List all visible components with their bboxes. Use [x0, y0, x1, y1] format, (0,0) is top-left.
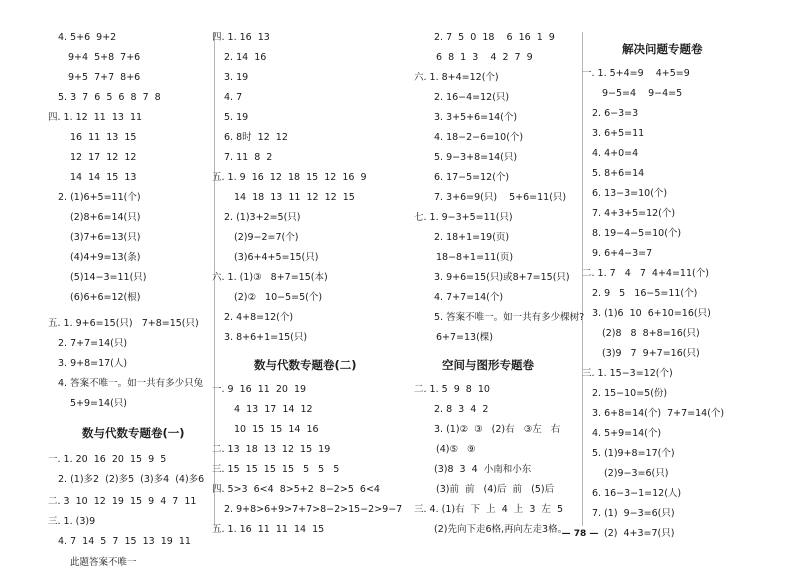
answer-line: 4 13 17 14 12: [234, 404, 313, 415]
answer-line: (2)② 10−5=5(个): [234, 292, 323, 303]
answer-line: 14 18 13 11 12 12 15: [234, 192, 355, 203]
answer-line: 2. 4+8=12(个): [224, 312, 294, 323]
answer-line: 2. 14 16: [224, 52, 267, 63]
section-heading: 空间与图形专题卷: [442, 358, 534, 372]
answer-line: 2. (1)3+2=5(只): [224, 212, 301, 223]
answer-line: 9. 6+4−3=7: [592, 248, 653, 259]
answer-line: (3)9 7 9+7=16(只): [602, 348, 700, 359]
answer-line: (3)8 3 4 小南和小东: [434, 464, 532, 475]
answer-line: 2. 18+1=19(页): [434, 232, 510, 243]
answer-line: 三. 4. (1)右 下 上 4 上 3 左 5: [414, 504, 563, 515]
answer-line: 一. 1. 5+4=9 4+5=9: [582, 68, 690, 79]
answer-line: 7. 4+3+5=12(个): [592, 208, 676, 219]
answer-line: (6)6+6=12(根): [70, 292, 141, 303]
answer-line: 四. 5>3 6<4 8>5+2 8−2>5 6<4: [212, 484, 380, 495]
answer-line: 3. 19: [224, 72, 249, 83]
answer-line: (4)4+9=13(条): [70, 252, 141, 263]
answer-line: 二. 3 10 12 19 15 9 4 7 11: [48, 496, 197, 507]
answer-line: (2) 4+3=7(只): [604, 528, 675, 539]
answer-line: (3)前 前 (4)后 前 (5)后: [436, 484, 555, 495]
answer-line: 6+7=13(棵): [436, 332, 494, 343]
answer-line: 7. 3+6=9(只) 5+6=11(只): [434, 192, 567, 203]
answer-line: 五. 1. 16 11 11 14 15: [212, 524, 325, 535]
answer-line: 5. 3 7 6 5 6 8 7 8: [58, 92, 161, 103]
answer-line: 8. 19−4−5=10(个): [592, 228, 682, 239]
answer-line: 2. 8 3 4 2: [434, 404, 489, 415]
answer-line: 3. 3+5+6=14(个): [434, 112, 518, 123]
answer-line: 6. 8时 12 12: [224, 132, 288, 143]
answer-line: 6 8 1 3 4 2 7 9: [436, 52, 533, 63]
answer-line: 三. 15 15 15 15 5 5 5: [212, 464, 340, 475]
answer-line: 此题答案不唯一: [70, 557, 137, 568]
answer-line: 2. (1)多2 (2)多5 (3)多4 (4)多6: [58, 474, 205, 485]
answer-line: (5)14−3=11(只): [70, 272, 147, 283]
answer-line: 16 11 13 15: [70, 132, 137, 143]
answer-line: 6. 16−3−1=12(人): [592, 488, 682, 499]
answer-line: (2)9−3=6(只): [604, 468, 669, 479]
answer-line: 10 15 15 14 16: [234, 424, 319, 435]
section-heading: 数与代数专题卷(二): [254, 358, 357, 372]
answer-line: 6. 13−3=10(个): [592, 188, 668, 199]
answer-line: 3. (1)6 10 6+10=16(只): [592, 308, 711, 319]
answer-line: 3. 6+5=11: [592, 128, 645, 139]
answer-line: 三. 1. (3)9: [48, 516, 96, 527]
answer-line: 3. 8+6+1=15(只): [224, 332, 308, 343]
answer-line: 2. 15−10=5(份): [592, 388, 668, 399]
answer-line: (2)8+6=14(只): [70, 212, 141, 223]
answer-line: 4. 7+7=14(个): [434, 292, 504, 303]
answer-line: 四. 1. 16 13: [212, 32, 270, 43]
answer-line: 二. 1. 7 4 7 4+4=11(个): [582, 268, 709, 279]
answer-line: 18−8+1=11(页): [436, 252, 514, 263]
answer-line: 2. 9 5 16−5=11(个): [592, 288, 698, 299]
answer-line: 14 14 15 13: [70, 172, 137, 183]
answer-line: 7. 11 8 2: [224, 152, 273, 163]
answer-line: 9+5 7+7 8+6: [68, 72, 141, 83]
section-heading: 数与代数专题卷(一): [82, 426, 185, 440]
answer-line: 2. 7 5 0 18 6 16 1 9: [434, 32, 555, 43]
answer-line: 5+9=14(只): [70, 398, 128, 409]
answer-line: 2. 16−4=12(只): [434, 92, 510, 103]
answer-line: 六. 1. (1)③ 8+7=15(本): [212, 272, 328, 283]
answer-line: 七. 1. 9−3+5=11(只): [414, 212, 513, 223]
answer-line: 六. 1. 8+4=12(个): [414, 72, 499, 83]
answer-line: 四. 1. 12 11 13 11: [48, 112, 143, 123]
answer-line: 2. 7+7=14(只): [58, 338, 128, 349]
answer-line: 二. 1. 5 9 8 10: [414, 384, 490, 395]
answer-line: (3)6+4+5=15(只): [234, 252, 319, 263]
answer-line: 4. 5+6 9+2: [58, 32, 117, 43]
answer-line: 4. 4+0=4: [592, 148, 639, 159]
answer-line: 2. 9+8>6+9>7+7>8−2>15−2>9−7: [224, 504, 403, 515]
answer-line: (2)9−2=7(个): [234, 232, 299, 243]
answer-line: 4. 7 14 5 7 15 13 19 11: [58, 536, 191, 547]
answer-line: 一. 1. 20 16 20 15 9 5: [48, 454, 167, 465]
answer-line: 2. (1)6+5=11(个): [58, 192, 141, 203]
answer-line: 三. 1. 15−3=12(个): [582, 368, 673, 379]
answer-line: 5. 8+6=14: [592, 168, 645, 179]
answer-line: (4)⑤ ⑨: [436, 444, 476, 455]
answer-line: 二. 13 18 13 12 15 19: [212, 444, 331, 455]
answer-line: 3. 9+8=17(人): [58, 358, 128, 369]
answer-line: 一. 9 16 11 20 19: [212, 384, 307, 395]
answer-line: 3. 6+8=14(个) 7+7=14(个): [592, 408, 725, 419]
answer-line: 2. 6−3=3: [592, 108, 639, 119]
answer-line: 4. 7: [224, 92, 243, 103]
answer-line: 9+4 5+8 7+6: [68, 52, 141, 63]
answer-line: 3. 9+6=15(只)或8+7=15(只): [434, 272, 570, 283]
answer-line: 5. 19: [224, 112, 249, 123]
page-number: — 78 —: [561, 529, 599, 539]
answer-line: 4. 5+9=14(个): [592, 428, 662, 439]
answer-line: 12 17 12 12: [70, 152, 137, 163]
answer-line: (3)7+6=13(只): [70, 232, 141, 243]
answer-line: 7. (1) 9−3=6(只): [592, 508, 675, 519]
answer-line: (2)先向下走6格,再向左走3格。: [434, 524, 568, 535]
answer-line: 五. 1. 9 16 12 18 15 12 16 9: [212, 172, 367, 183]
answer-line: (2)8 8 8+8=16(只): [602, 328, 700, 339]
answer-line: 6. 17−5=12(个): [434, 172, 510, 183]
answer-line: 3. (1)② ③ (2)右 ③左 右: [434, 424, 561, 435]
answer-line: 4. 答案不唯一。如一共有多少只兔: [58, 378, 204, 389]
answer-line: 5. 答案不唯一。如一共有多少棵树?: [434, 312, 585, 323]
answer-line: 5. (1)9+8=17(个): [592, 448, 675, 459]
section-heading: 解决问题专题卷: [622, 42, 703, 56]
answer-line: 9−5=4 9−4=5: [602, 88, 683, 99]
answer-line: 4. 18−2−6=10(个): [434, 132, 524, 143]
answer-line: 五. 1. 9+6=15(只) 7+8=15(只): [48, 318, 199, 329]
answer-line: 5. 9−3+8=14(只): [434, 152, 518, 163]
